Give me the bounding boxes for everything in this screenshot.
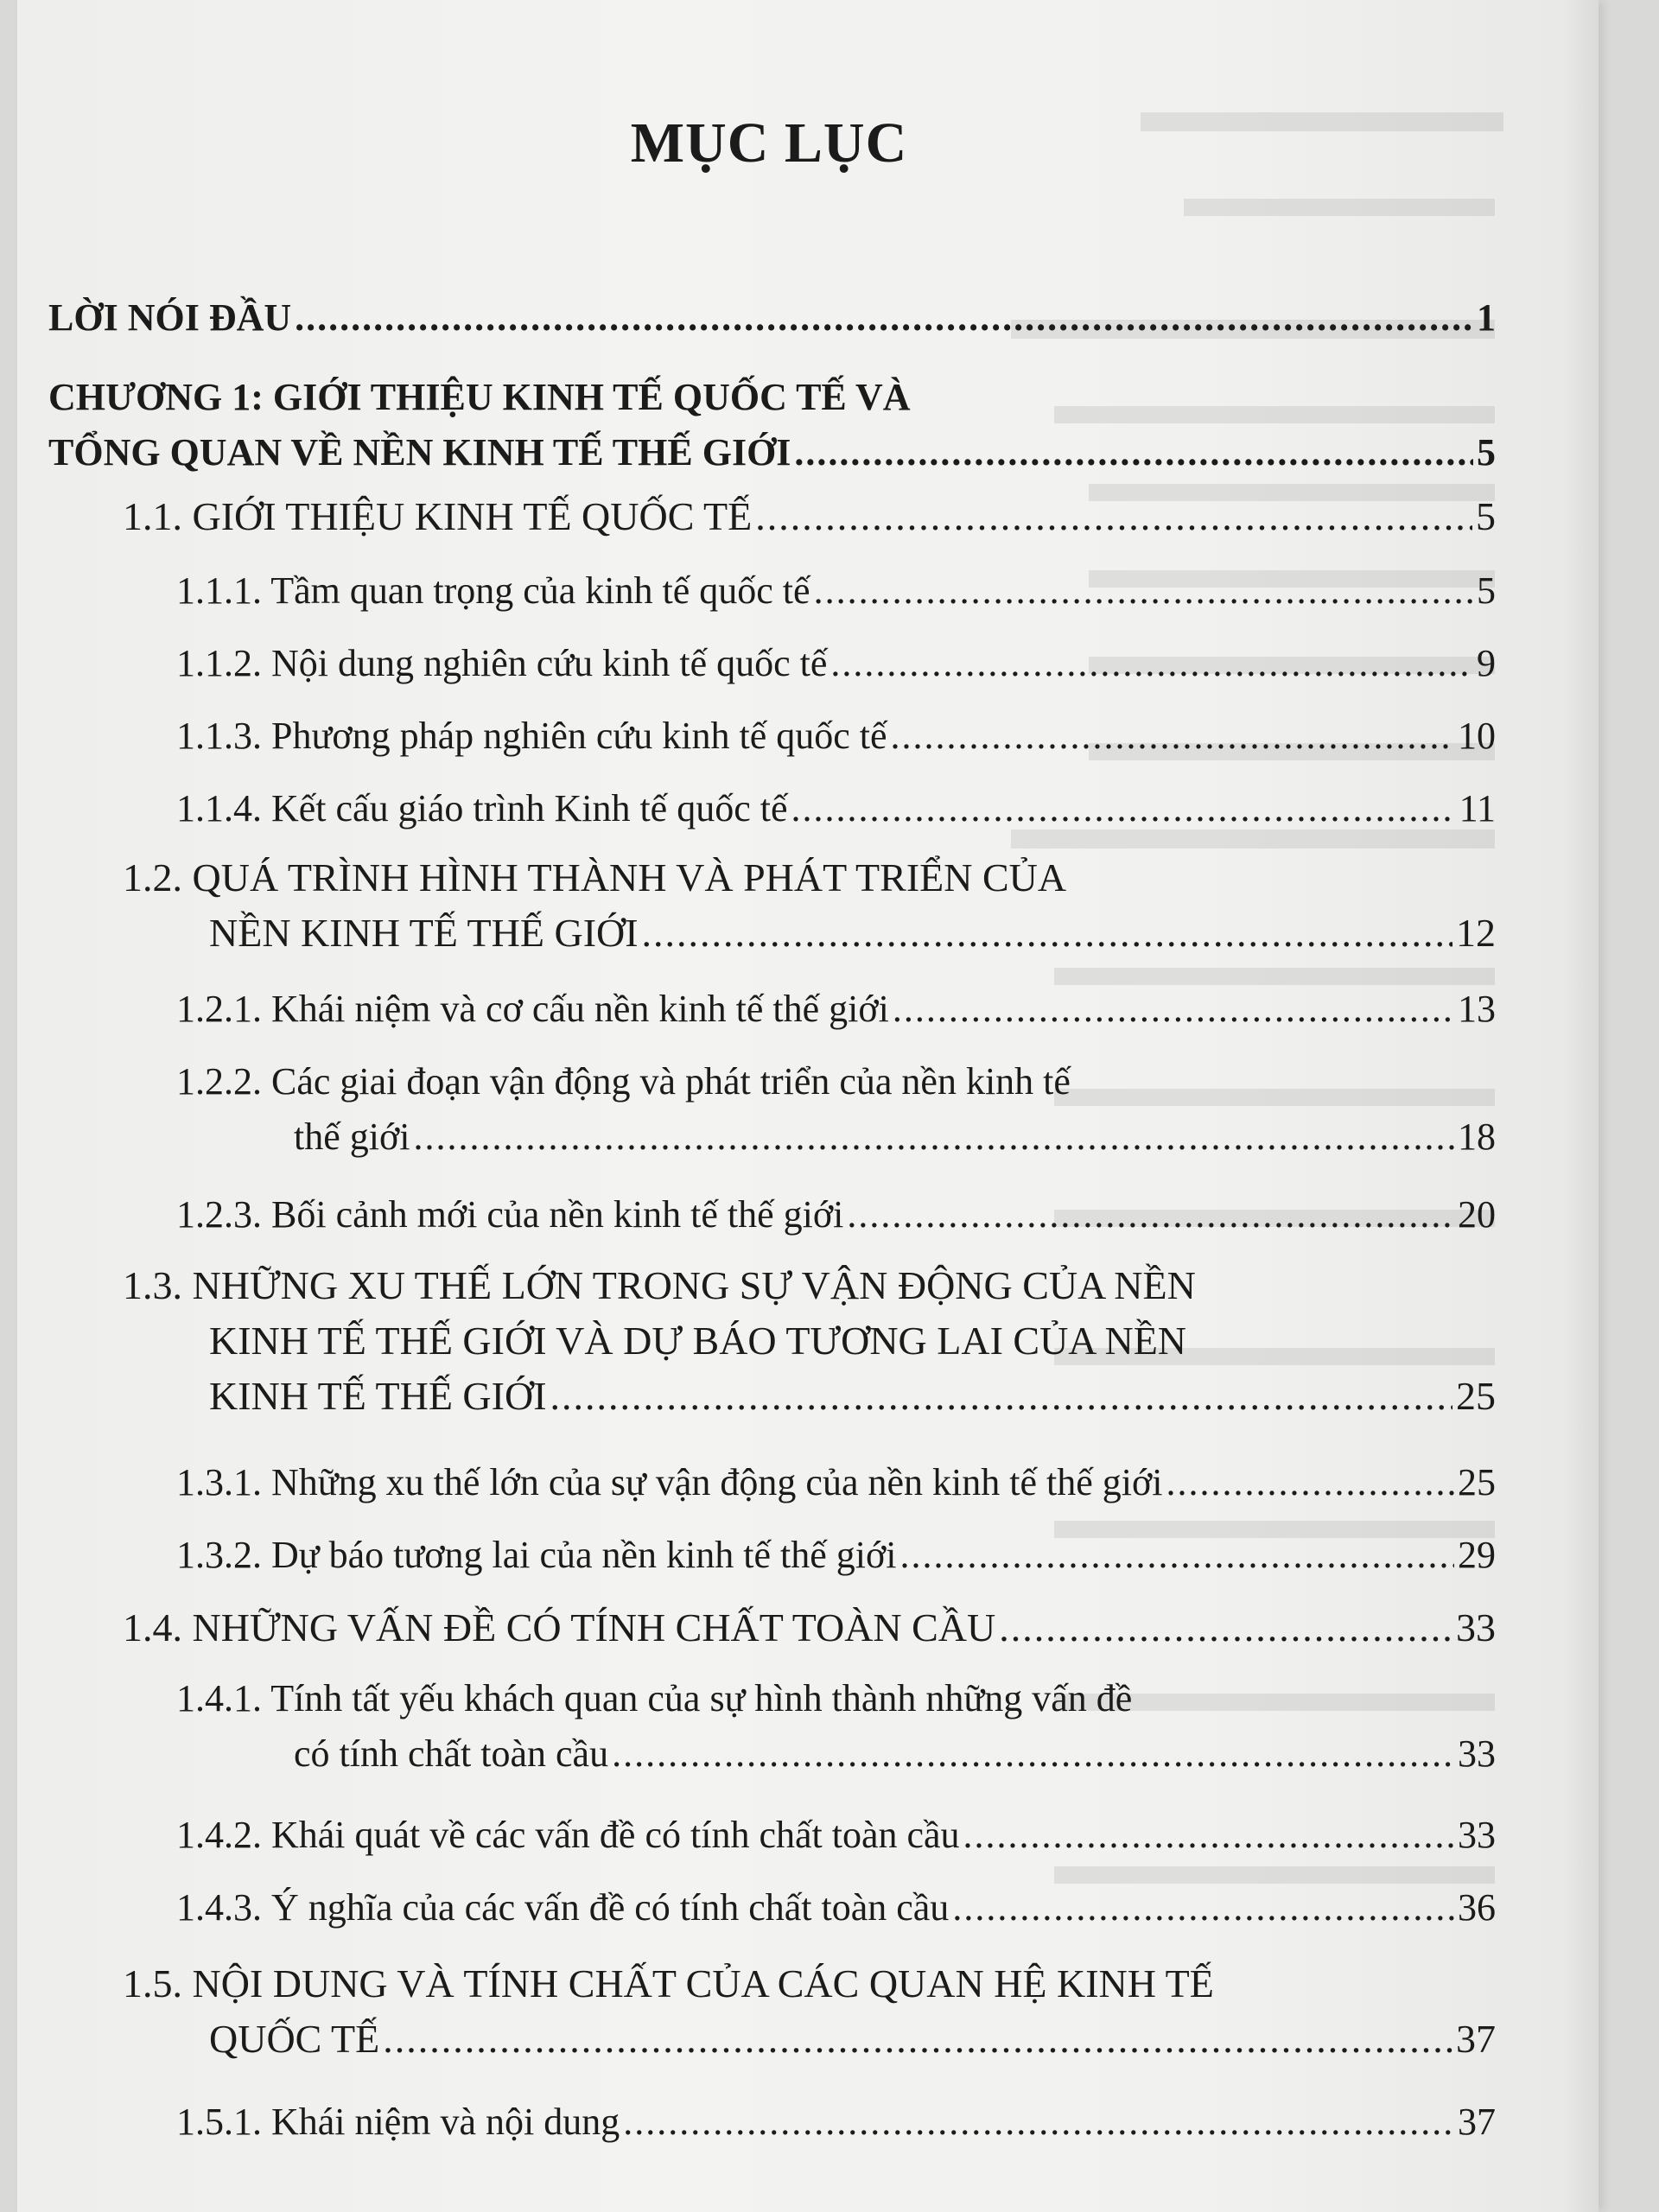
dot-leader	[295, 290, 1473, 346]
dot-leader	[999, 1600, 1452, 1656]
toc-page-number: 29	[1458, 1534, 1496, 1576]
dot-leader	[900, 1528, 1454, 1583]
toc-entry-title-line: KINH TẾ THẾ GIỚI VÀ DỰ BÁO TƯƠNG LAI CỦA NỀN	[209, 1319, 1187, 1363]
toc-entry-title: 1.4.2. Khái quát về các vấn đề có tính chất toàn cầu	[176, 1814, 960, 1856]
toc-page-number: 5	[1476, 494, 1496, 538]
dot-leader	[550, 1369, 1452, 1424]
toc-entry-section-1-2	[123, 850, 1496, 961]
dot-leader	[1166, 1455, 1454, 1510]
dot-leader	[794, 425, 1473, 480]
toc-entry-title-line: có tính chất toàn cầu	[294, 1732, 609, 1775]
toc-entry-preface	[48, 290, 1496, 346]
dot-leader	[383, 2012, 1452, 2067]
toc-entry-subsection-1-1-1	[176, 563, 1496, 619]
toc-entry-subsection-1-3-2	[176, 1528, 1496, 1583]
toc-entry-title-line: NỀN KINH TẾ THẾ GIỚI	[209, 911, 639, 955]
dot-leader	[612, 1726, 1454, 1782]
toc-page-number: 33	[1458, 1732, 1496, 1775]
toc-entry-title-line: thế giới	[294, 1116, 410, 1158]
dot-leader	[755, 489, 1472, 544]
toc-page-number: 25	[1456, 1374, 1496, 1418]
toc-entry-title: 1.5.1. Khái niệm và nội dung	[176, 2101, 620, 2143]
toc-entry-subsection-1-1-4	[176, 781, 1496, 836]
toc-entry-subsection-1-1-3	[176, 709, 1496, 764]
toc-entry-title: 1.1.1. Tầm quan trọng của kinh tế quốc tế	[176, 569, 810, 612]
toc-page-number: 11	[1459, 787, 1496, 830]
toc-entry-section-1-1	[123, 489, 1496, 544]
toc-page-number: 37	[1458, 2101, 1496, 2143]
toc-entry-title-line: 1.5. NỘI DUNG VÀ TÍNH CHẤT CỦA CÁC QUAN HỆ KINH TẾ	[123, 1961, 1214, 2005]
page-title: MỤC LỤC	[630, 111, 908, 175]
book-page	[17, 0, 1599, 2212]
toc-entry-subsection-1-4-2	[176, 1808, 1496, 1863]
toc-entry-title: 1.1. GIỚI THIỆU KINH TẾ QUỐC TẾ	[123, 494, 753, 538]
toc-page-number: 25	[1458, 1461, 1496, 1503]
toc-entry-subsection-1-1-2	[176, 636, 1496, 691]
toc-entry-section-1-4	[123, 1600, 1496, 1656]
toc-entry-title-line: 1.3. NHỮNG XU THẾ LỚN TRONG SỰ VẬN ĐỘNG CỦA NỀN	[123, 1263, 1196, 1307]
toc-entry-section-1-3	[123, 1258, 1496, 1424]
toc-page-number: 9	[1477, 642, 1496, 684]
toc-entry-subsection-1-2-1	[176, 982, 1496, 1037]
toc-page-number: 5	[1477, 431, 1496, 474]
toc-entry-subsection-1-4-1	[176, 1671, 1496, 1782]
toc-entry-subsection-1-4-3	[176, 1880, 1496, 1936]
toc-entry-section-1-5	[123, 1956, 1496, 2067]
toc-page-number: 20	[1458, 1193, 1496, 1236]
toc-entry-title: 1.1.2. Nội dung nghiên cứu kinh tế quốc tế	[176, 642, 828, 684]
toc-page-number: 5	[1477, 569, 1496, 612]
toc-entry-title: LỜI NÓI ĐẦU	[48, 296, 292, 339]
toc-entry-title-line: 1.4.1. Tính tất yếu khách quan của sự hình thành những vấn đề	[176, 1677, 1133, 1719]
dot-leader	[847, 1187, 1454, 1243]
toc-entry-title: 1.4.3. Ý nghĩa của các vấn đề có tính chất toàn cầu	[176, 1886, 950, 1929]
toc-entry-title-line: KINH TẾ THẾ GIỚI	[209, 1374, 547, 1418]
toc-entry-subsection-1-3-1	[176, 1455, 1496, 1510]
toc-page-number: 36	[1458, 1886, 1496, 1929]
toc-page-number: 37	[1456, 2017, 1496, 2061]
toc-entry-subsection-1-5-1	[176, 2094, 1496, 2150]
toc-page-number: 12	[1456, 911, 1496, 955]
dot-leader	[642, 906, 1452, 961]
toc-entry-chapter-1	[48, 370, 1496, 480]
toc-page-number: 10	[1458, 715, 1496, 757]
toc-entry-title: 1.2.1. Khái niệm và cơ cấu nền kinh tế thế giới	[176, 988, 889, 1030]
dot-leader	[963, 1808, 1454, 1863]
toc-entry-title: 1.1.3. Phương pháp nghiên cứu kinh tế quốc tế	[176, 715, 887, 757]
toc-entry-title: 1.1.4. Kết cấu giáo trình Kinh tế quốc tế	[176, 787, 788, 830]
toc-page-number: 33	[1456, 1605, 1496, 1649]
dot-leader	[893, 982, 1454, 1037]
table-of-contents	[17, 0, 1599, 2212]
dot-leader	[623, 2094, 1454, 2150]
toc-entry-title: 1.4. NHỮNG VẤN ĐỀ CÓ TÍNH CHẤT TOÀN CẦU	[123, 1605, 996, 1649]
toc-page-number: 13	[1458, 988, 1496, 1030]
toc-entry-subsection-1-2-3	[176, 1187, 1496, 1243]
toc-entry-title-line: CHƯƠNG 1: GIỚI THIỆU KINH TẾ QUỐC TẾ VÀ	[48, 376, 911, 418]
toc-entry-title-line: QUỐC TẾ	[209, 2017, 380, 2061]
dot-leader	[814, 563, 1473, 619]
dot-leader	[952, 1880, 1454, 1936]
toc-entry-title: 1.2.3. Bối cảnh mới của nền kinh tế thế giới	[176, 1193, 844, 1236]
toc-entry-title-line: 1.2.2. Các giai đoạn vận động và phát triển của nền kinh tế	[176, 1060, 1071, 1103]
toc-entry-title-line: 1.2. QUÁ TRÌNH HÌNH THÀNH VÀ PHÁT TRIỂN CỦA	[123, 855, 1067, 899]
toc-page-number: 1	[1477, 296, 1496, 339]
toc-entry-title-line: TỔNG QUAN VỀ NỀN KINH TẾ THẾ GIỚI	[48, 431, 791, 474]
dot-leader	[830, 636, 1473, 691]
toc-entry-title: 1.3.2. Dự báo tương lai của nền kinh tế thế giới	[176, 1534, 897, 1576]
dot-leader	[791, 781, 1455, 836]
dot-leader	[413, 1109, 1454, 1165]
toc-page-number: 18	[1458, 1116, 1496, 1158]
toc-page-number: 33	[1458, 1814, 1496, 1856]
toc-entry-subsection-1-2-2	[176, 1054, 1496, 1165]
toc-entry-title: 1.3.1. Những xu thế lớn của sự vận động của nền kinh tế thế giới	[176, 1461, 1163, 1503]
dot-leader	[891, 709, 1454, 764]
